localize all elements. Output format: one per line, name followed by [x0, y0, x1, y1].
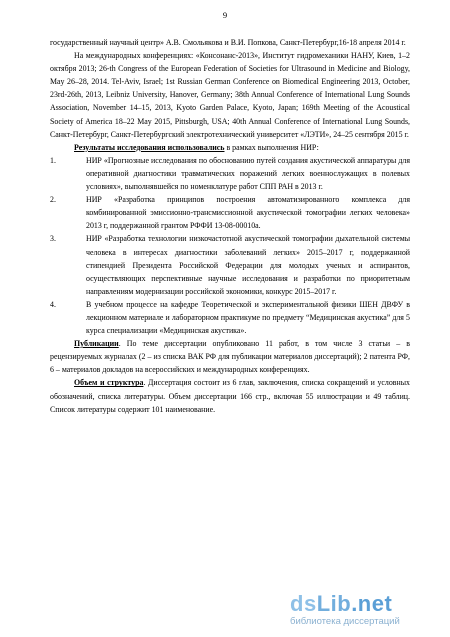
list-item: [50, 154, 410, 193]
publications-heading: Публикации: [74, 339, 119, 349]
logo-lib: Lib: [316, 591, 352, 616]
list-item: [50, 232, 410, 297]
list-item: [50, 193, 410, 232]
results-heading: Результаты исследования использовались: [74, 142, 225, 152]
list-item: [50, 298, 410, 337]
list-item-number: 3.: [50, 234, 56, 244]
list-item-text: НИР «Разработка технологии низкочастотной акустической томографии дыхательной системы человека в интересах диагностики заболеваний легких» 2015–2017 г, поддержанной стипендией Президента Российской Федерации для молодых ученых и аспирантов, осуществляющих перспективные научные исследования и разработки по приоритетным направлениям модернизации российской экономики, конкурс 2015–2017 г.: [86, 234, 410, 296]
page-content: [50, 36, 410, 416]
results-heading-tail: в рамках выполнения НИР:: [224, 142, 319, 152]
logo-ds: ds: [290, 591, 317, 616]
logo-net: .net: [351, 591, 393, 616]
publications-text: . По теме диссертации опубликовано 11 работ, в том числе 3 статьи – в рецензируемых журналах (2 – из списка ВАК РФ для публикации материалов диссертаций); 2 патента РФ, 6 – материалов докладов на всероссийских и международных конференциях.: [50, 339, 410, 375]
research-list: [50, 154, 410, 337]
page-number: 9: [222, 10, 228, 20]
paragraph-structure: [50, 376, 410, 415]
structure-text: . Диссертация состоит из 6 глав, заключения, списка сокращений и условных обозначений, списка литературы. Объем диссертации 166 стр., включая 55 иллюстрации и 49 таблиц. Список литературы содержит 101 наименование.: [50, 378, 410, 414]
paragraph-conference-continued: государственный научный центр» А.В. Смольякова и В.И. Попкова, Санкт-Петербург,16-18 апреля 2014 г.: [50, 38, 406, 47]
structure-heading: Объем и структура: [74, 378, 144, 388]
dslib-logo: [290, 591, 392, 617]
list-item-text: В учебном процессе на кафедре Теоретической и экспериментальной физики ШЕН ДВФУ в лекционном материале и лабораторном практикуме по предмету “Медицинская акустика” для 5 курса специализации «Медицинская акустика».: [86, 299, 410, 336]
watermark-subtitle: библиотека диссертаций: [290, 616, 400, 627]
paragraph-research-results: [50, 141, 410, 154]
list-item-number: 4.: [50, 299, 56, 309]
paragraph-international-conferences: На международных конференциях: «Консонанс-2013», Институт гидромеханики НАНУ, Киев, 1–2 октября 2013; 26-th Congress of the European Federation of Societies for Ultrasound in Medicine and Biology, May 26–28, 2014. Tel-Aviv, Israel; 1st Russian German Conference on Biomedical Engineering 2013, October, 23rd-26th, 2013, Leibniz University, Hanover, Germany; 38th Annual Conference of International Lung Sounds Association, November 14–15, 2013, Kyoto Garden Palace, Kyoto, Japan; 169th Meeting of the Acoustical Society of America 18–22 May 2015, Pittsburgh, USA; 40th Annual Conference of International Lung Sounds, Санкт-Петербург, Санкт-Петербургский электротехнический университет «ЛЭТИ», 24–25 сентября 2015 г.: [50, 51, 410, 139]
list-item-text: НИР «Прогнозные исследования по обоснованию путей создания акустической аппаратуры для оперативной диагностики травматических поражений легких военнослужащих в полевых условиях», выполнявшейся по номенклатуре работ СПП РАН в 2013 г.: [86, 155, 410, 192]
list-item-number: 2.: [50, 195, 56, 205]
dslib-watermark: [290, 591, 440, 629]
paragraph-publications: [50, 337, 410, 376]
list-item-number: 1.: [50, 155, 56, 165]
list-item-text: НИР «Разработка принципов построения автоматизированного комплекса для комбинированной эмиссионно-трансмиссионной акустической томографии легких человека» 2013 г, поддержанной грантом РФФИ 13-08-00010а.: [86, 195, 410, 231]
